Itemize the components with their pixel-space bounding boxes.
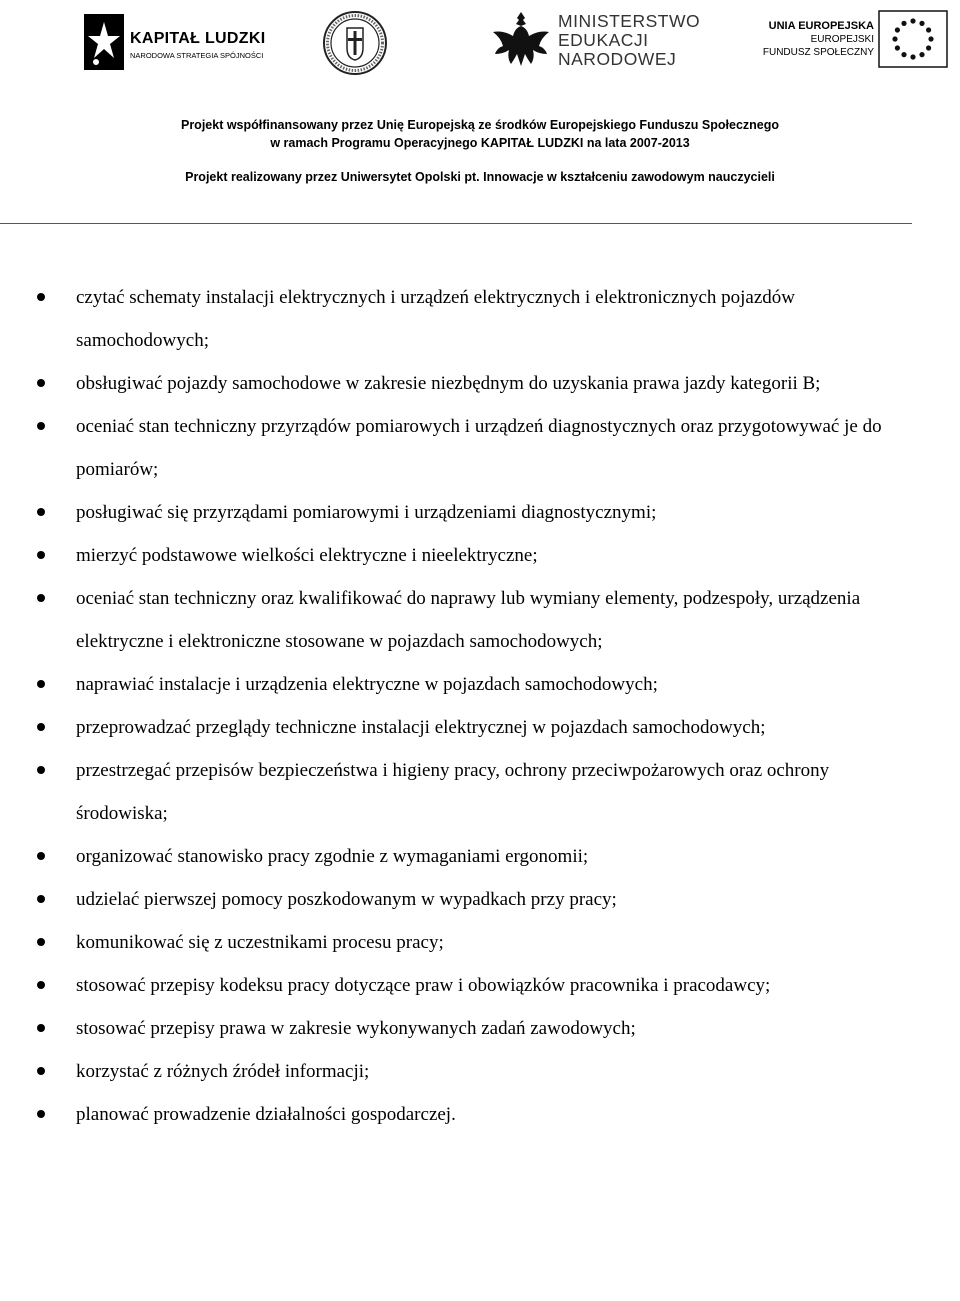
list-item-text: mierzyć podstawowe wielkości elektryczne i nieelektryczne; <box>76 545 538 566</box>
bullet-icon <box>37 766 45 774</box>
project-cofinancing-text <box>0 116 960 152</box>
project-line-2: w ramach Programu Operacyjnego KAPITAŁ LUDZKI na lata 2007-2013 <box>270 136 690 150</box>
ministerstwo-line-1: MINISTERSTWO <box>558 11 701 31</box>
list-item-text: komunikować się z uczestnikami procesu pracy; <box>76 932 444 953</box>
bullet-icon <box>37 981 45 989</box>
list-item-text: oceniać stan techniczny oraz kwalifikować do naprawy lub wymiany elementy, podzespoły, urządzenia elektryczne i elektroniczne stosowane w pojazdach samochodowych; <box>76 588 861 652</box>
eu-star-icon <box>895 45 900 50</box>
eu-fund-name <box>762 20 874 59</box>
list-item <box>0 276 960 362</box>
university-seal-icon <box>322 10 388 76</box>
eu-star-icon <box>901 21 906 26</box>
eu-star-icon <box>919 52 924 57</box>
bullet-icon <box>37 508 45 516</box>
list-item <box>0 835 960 878</box>
list-item <box>0 491 960 534</box>
bullet-icon <box>37 938 45 946</box>
bullet-icon <box>37 379 45 387</box>
eu-line-1: UNIA EUROPEJSKA <box>768 20 874 32</box>
eu-star-icon <box>926 45 931 50</box>
list-item <box>0 1050 960 1093</box>
skills-list <box>0 276 960 1136</box>
bullet-icon <box>37 594 45 602</box>
project-line-1: Projekt współfinansowany przez Unię Europejską ze środków Europejskiego Funduszu Społecznego <box>180 118 780 132</box>
header-divider <box>0 223 912 224</box>
eu-star-icon <box>910 54 915 59</box>
list-item-text: czytać schematy instalacji elektrycznych i urządzeń elektrycznych i elektronicznych pojazdów samochodowych; <box>76 287 796 351</box>
bullet-icon <box>37 551 45 559</box>
eu-star-icon <box>926 27 931 32</box>
list-item-text: przestrzegać przepisów bezpieczeństwa i higieny pracy, ochrony przeciwpożarowych oraz ochrony środowiska; <box>76 760 830 824</box>
list-item <box>0 405 960 491</box>
list-item <box>0 878 960 921</box>
bullet-icon <box>37 422 45 430</box>
list-item-text: korzystać z różnych źródeł informacji; <box>76 1061 370 1082</box>
bullet-icon <box>37 293 45 301</box>
list-item <box>0 749 960 835</box>
list-item <box>0 534 960 577</box>
eu-star-icon <box>919 21 924 26</box>
eu-line-2: EUROPEJSKI <box>810 34 874 45</box>
bullet-icon <box>37 680 45 688</box>
eu-star-icon <box>901 52 906 57</box>
list-item <box>0 577 960 663</box>
eu-flag-icon <box>878 10 948 68</box>
bullet-icon <box>37 852 45 860</box>
ministerstwo-logo <box>490 6 720 78</box>
list-item-text: oceniać stan techniczny przyrządów pomiarowych i urządzeń diagnostycznych oraz przygotowywać je do pomiarów; <box>76 416 882 480</box>
project-realization-text: Projekt realizowany przez Uniwersytet Opolski pt. Innowacje w kształceniu zawodowym nauczycieli <box>185 170 775 184</box>
bullet-icon <box>37 1024 45 1032</box>
list-item <box>0 706 960 749</box>
list-item <box>0 1093 960 1136</box>
kapital-ludzki-title: KAPITAŁ LUDZKI <box>130 30 266 47</box>
list-item-text: stosować przepisy prawa w zakresie wykonywanych zadań zawodowych; <box>76 1018 636 1039</box>
bullet-icon <box>37 1067 45 1075</box>
list-item-text: organizować stanowisko pracy zgodnie z wymaganiami ergonomii; <box>76 846 589 867</box>
ministerstwo-name <box>558 12 700 69</box>
header-logos <box>0 0 960 110</box>
bullet-icon <box>37 723 45 731</box>
eu-fund-logo <box>762 10 947 70</box>
list-item-text: planować prowadzenie działalności gospodarczej. <box>76 1104 456 1125</box>
university-seal-logo <box>322 10 388 76</box>
list-item-text: obsługiwać pojazdy samochodowe w zakresie niezbędnym do uzyskania prawa jazdy kategorii B; <box>76 373 821 394</box>
list-item-text: posługiwać się przyrządami pomiarowymi i urządzeniami diagnostycznymi; <box>76 502 657 523</box>
list-item-text: udzielać pierwszej pomocy poszkodowanym w wypadkach przy pracy; <box>76 889 617 910</box>
list-item <box>0 362 960 405</box>
kapital-ludzki-logo <box>82 14 266 72</box>
list-item <box>0 1007 960 1050</box>
kapital-ludzki-star-icon <box>84 14 124 70</box>
ministerstwo-line-3: NARODOWEJ <box>558 49 677 69</box>
list-item <box>0 663 960 706</box>
eu-star-icon <box>892 36 897 41</box>
list-item-text: stosować przepisy kodeksu pracy dotyczące praw i obowiązków pracownika i pracodawcy; <box>76 975 771 996</box>
eu-star-icon <box>895 27 900 32</box>
bullet-icon <box>37 895 45 903</box>
list-item-text: naprawiać instalacje i urządzenia elektryczne w pojazdach samochodowych; <box>76 674 658 695</box>
eu-star-icon <box>928 36 933 41</box>
eu-star-icon <box>910 18 915 23</box>
eu-line-3: FUNDUSZ SPOŁECZNY <box>762 47 874 58</box>
ministerstwo-line-2: EDUKACJI <box>558 30 649 50</box>
bullet-icon <box>37 1110 45 1118</box>
list-item <box>0 921 960 964</box>
eagle-emblem-icon <box>490 8 552 76</box>
list-item <box>0 964 960 1007</box>
list-item-text: przeprowadzać przeglądy techniczne instalacji elektrycznej w pojazdach samochodowych; <box>76 717 766 738</box>
kapital-ludzki-subtitle: NARODOWA STRATEGIA SPÓJNOŚCI <box>130 51 264 60</box>
